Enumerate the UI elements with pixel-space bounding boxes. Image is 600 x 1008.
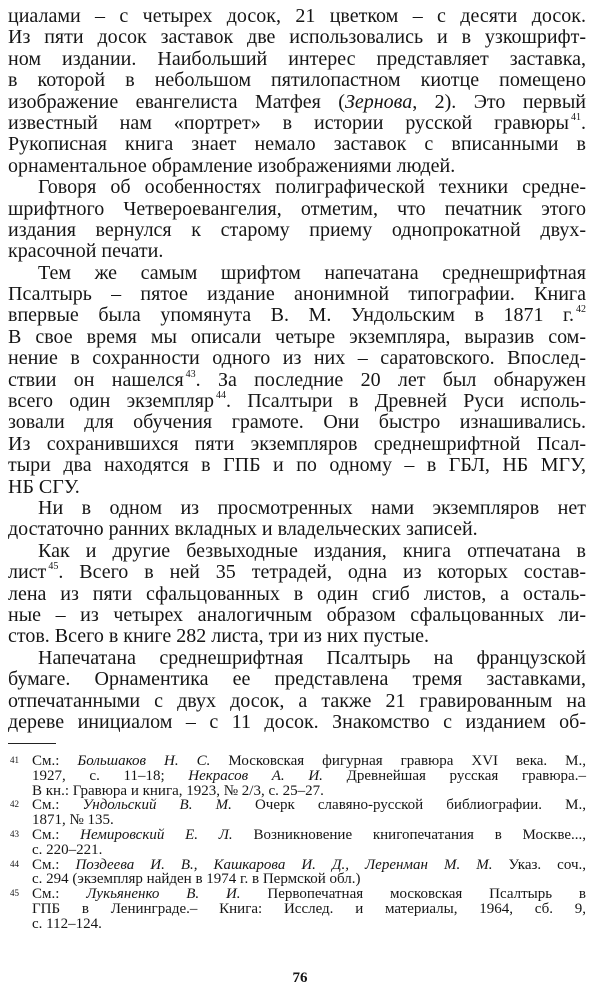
footnote-reference: 45 xyxy=(48,561,59,573)
text-segment: достаточно ранних вкладных и владельческих записей. xyxy=(8,518,478,541)
text-line xyxy=(8,648,586,669)
text-segment: известный нам «портрет» в истории русской гравюры xyxy=(8,111,569,134)
text-line xyxy=(8,455,586,476)
text-segment: См.: xyxy=(32,753,78,769)
footnote-reference: 41 xyxy=(571,111,581,123)
text-segment: орнаментальное обрамление изображениями людей. xyxy=(8,154,456,177)
text-line xyxy=(8,305,586,326)
text-line xyxy=(8,605,586,626)
text-segment: Первопечатная московская Псалтырь в xyxy=(240,886,586,903)
text-line xyxy=(8,626,586,647)
text-segment: Из сохранившихся пяти экземпляров среднешрифтной Псал- xyxy=(8,432,586,455)
text-line xyxy=(8,156,586,177)
text-line xyxy=(32,798,586,813)
text-segment: Из пяти досок заставок две использовались и в узкошрифт- xyxy=(8,26,586,49)
text-line xyxy=(32,784,586,799)
paragraph xyxy=(8,263,586,498)
page-number: 76 xyxy=(292,970,308,986)
text-line xyxy=(8,27,586,48)
text-line xyxy=(8,49,586,70)
text-segment: Возникновение книгопечатания в Москве..., xyxy=(232,826,586,843)
paragraph xyxy=(8,6,586,177)
footnotes xyxy=(8,754,586,932)
text-segment: Тем же самым шрифтом напечатана среднешрифтная xyxy=(38,261,586,284)
text-line xyxy=(8,263,586,284)
text-line xyxy=(8,498,586,519)
text-segment: бумаге. Орнаментика ее представлена тремя заставками, xyxy=(8,668,586,691)
footnote-reference: 42 xyxy=(576,304,586,316)
text-segment: красочной печати. xyxy=(8,240,164,263)
paragraph xyxy=(8,541,586,648)
text-segment: , 2). Это первый xyxy=(412,90,586,113)
main-text xyxy=(8,6,586,733)
text-line xyxy=(32,917,586,932)
text-line xyxy=(32,872,586,887)
text-line xyxy=(32,828,586,843)
text-line xyxy=(8,327,586,348)
text-segment: с. 294 (экземпляр найден в 1974 г. в Пермской обл.) xyxy=(32,871,361,888)
text-segment: Очерк славяно-русской библиографии. М., xyxy=(231,797,587,814)
text-line xyxy=(8,70,586,91)
text-line xyxy=(8,391,586,412)
text-segment: отпечатанными с двух досок, а также 21 гравированным на xyxy=(8,689,586,712)
italic-citation: Лукьяненко В. И. xyxy=(86,886,241,903)
text-line xyxy=(8,6,586,27)
text-line xyxy=(32,887,586,902)
text-segment: дереве инициалом – с 11 досок. Знакомство с изданием об- xyxy=(8,710,586,733)
text-segment: В кн.: Гравюра и книга, 1923, № 2/3, с. 25–27. xyxy=(32,782,324,799)
text-line xyxy=(32,858,586,873)
text-segment: . Псалтыри в Древней Руси исполь- xyxy=(225,390,587,413)
paragraph xyxy=(8,177,586,263)
text-segment: См.: xyxy=(32,826,81,843)
text-segment: См.: xyxy=(32,797,83,814)
footnote xyxy=(8,754,586,798)
text-segment: Говоря об особенностях полиграфической техники средне- xyxy=(38,176,586,199)
text-segment: издания вернулся к старому приему однопрокатной двух- xyxy=(8,218,586,241)
text-segment: изображение евангелиста Матфея ( xyxy=(8,90,345,113)
text-line xyxy=(32,813,586,828)
text-segment: . За последние 20 лет был обнаружен xyxy=(195,368,586,391)
text-segment: всего один экземпляр xyxy=(8,390,214,413)
text-line xyxy=(8,177,586,198)
text-line xyxy=(8,199,586,220)
text-line xyxy=(8,712,586,733)
paragraph xyxy=(8,648,586,734)
text-line xyxy=(8,370,586,391)
text-segment: нение в сохранности одного из них – саратовского. Впослед- xyxy=(8,347,586,370)
text-line xyxy=(8,92,586,113)
text-line xyxy=(8,477,586,498)
footnote xyxy=(8,828,586,858)
text-line xyxy=(8,584,586,605)
text-line xyxy=(8,412,586,433)
text-line xyxy=(8,220,586,241)
text-segment: циалами – с четырех досок, 21 цветком – с десяти досок. xyxy=(8,5,586,27)
text-segment: с. 220–221. xyxy=(32,841,103,858)
text-segment: В свое время мы описали четыре экземпляра, выразив сом- xyxy=(8,325,586,348)
text-line xyxy=(8,241,586,262)
text-segment: ном издании. Наибольший интерес представляет заставка, xyxy=(8,47,586,70)
text-segment: . Всего в ней 35 тетрадей, одна из которых состав- xyxy=(58,561,586,584)
text-segment: Ни в одном из просмотренных нами экземпляров нет xyxy=(38,496,586,519)
text-line xyxy=(8,691,586,712)
italic-citation: Ундольский В. М. xyxy=(82,797,232,814)
text-line xyxy=(32,769,586,784)
text-segment: См.: xyxy=(32,886,87,903)
italic-citation: Большаков Н. С. xyxy=(77,753,211,769)
footnote-number: 42 xyxy=(10,799,19,810)
text-segment: Как и другие безвыходные издания, книга отпечатана в xyxy=(38,539,586,562)
paragraph xyxy=(8,498,586,541)
text-line xyxy=(32,754,586,769)
italic-citation: Немировский Е. Л. xyxy=(80,826,233,843)
footnote-number: 41 xyxy=(10,755,19,765)
text-segment: Псалтырь – пятое издание анонимной типографии. Книга xyxy=(8,283,586,306)
text-segment: НБ СГУ. xyxy=(8,475,80,498)
text-segment: ГПБ в Ленинграде.– Книга: Исслед. и материалы, 1964, сб. 9, xyxy=(32,900,586,917)
text-line xyxy=(8,434,586,455)
text-segment: 1927, с. 11–18; xyxy=(32,767,189,784)
text-segment: Напечатана среднешрифтная Псалтырь на французской xyxy=(38,646,586,669)
footnote xyxy=(8,887,586,931)
footnote-number: 44 xyxy=(10,858,19,869)
text-segment: стов. Всего в книге 282 листа, три из них пустые. xyxy=(8,625,429,648)
text-segment: . xyxy=(581,111,586,134)
footnote-reference: 43 xyxy=(185,368,196,380)
text-segment: Указ. соч., xyxy=(492,856,586,873)
text-segment: Московская фигурная гравюра XVI века. М., xyxy=(210,753,586,769)
italic-citation: Зернова xyxy=(344,90,413,113)
text-segment: Древнейшая русская гравюра.– xyxy=(322,767,586,784)
text-segment: лена из пяти сфальцованных в один сгиб листов, а осталь- xyxy=(8,582,586,605)
text-line xyxy=(8,113,586,134)
footnote xyxy=(8,798,586,828)
text-segment: зовали для обучения грамоте. Они быстро изнашивались. xyxy=(8,411,586,434)
footnote-reference: 44 xyxy=(215,390,226,402)
text-segment: ные – из четырех аналогичным образом сфальцованных ли- xyxy=(8,603,586,626)
text-segment: ствии он нашелся xyxy=(8,368,184,391)
text-segment: лист xyxy=(8,561,47,584)
text-segment: в которой в небольшом пятилопастном киотце помещено xyxy=(8,69,586,92)
italic-citation: Некрасов А. И. xyxy=(188,767,323,784)
text-line xyxy=(32,902,586,917)
text-segment: Рукописная книга знает немало заставок с вписанными в xyxy=(8,133,586,156)
text-line xyxy=(8,562,586,583)
text-line xyxy=(8,541,586,562)
text-line xyxy=(8,284,586,305)
footnote-number: 45 xyxy=(10,888,19,899)
text-line xyxy=(8,348,586,369)
footnote xyxy=(8,858,586,888)
text-segment: тыри два находятся в ГПБ и по одному – в ГБЛ, НБ МГУ, xyxy=(8,454,586,477)
text-segment: См.: xyxy=(32,856,76,873)
text-line xyxy=(8,519,586,540)
text-segment: 1871, № 135. xyxy=(32,812,114,829)
text-line xyxy=(8,134,586,155)
text-line xyxy=(8,669,586,690)
text-line xyxy=(32,843,586,858)
text-segment: шрифтного Четвероевангелия, отметим, что печатник этого xyxy=(8,197,586,220)
footnote-number: 43 xyxy=(10,828,19,839)
italic-citation: Поздеева И. В., Кашкарова И. Д., Леренман М. М. xyxy=(75,856,493,873)
text-segment: с. 112–124. xyxy=(32,915,102,932)
footnote-divider xyxy=(8,743,56,744)
text-segment: впервые была упомянута В. М. Ундольским в 1871 г. xyxy=(8,304,574,327)
